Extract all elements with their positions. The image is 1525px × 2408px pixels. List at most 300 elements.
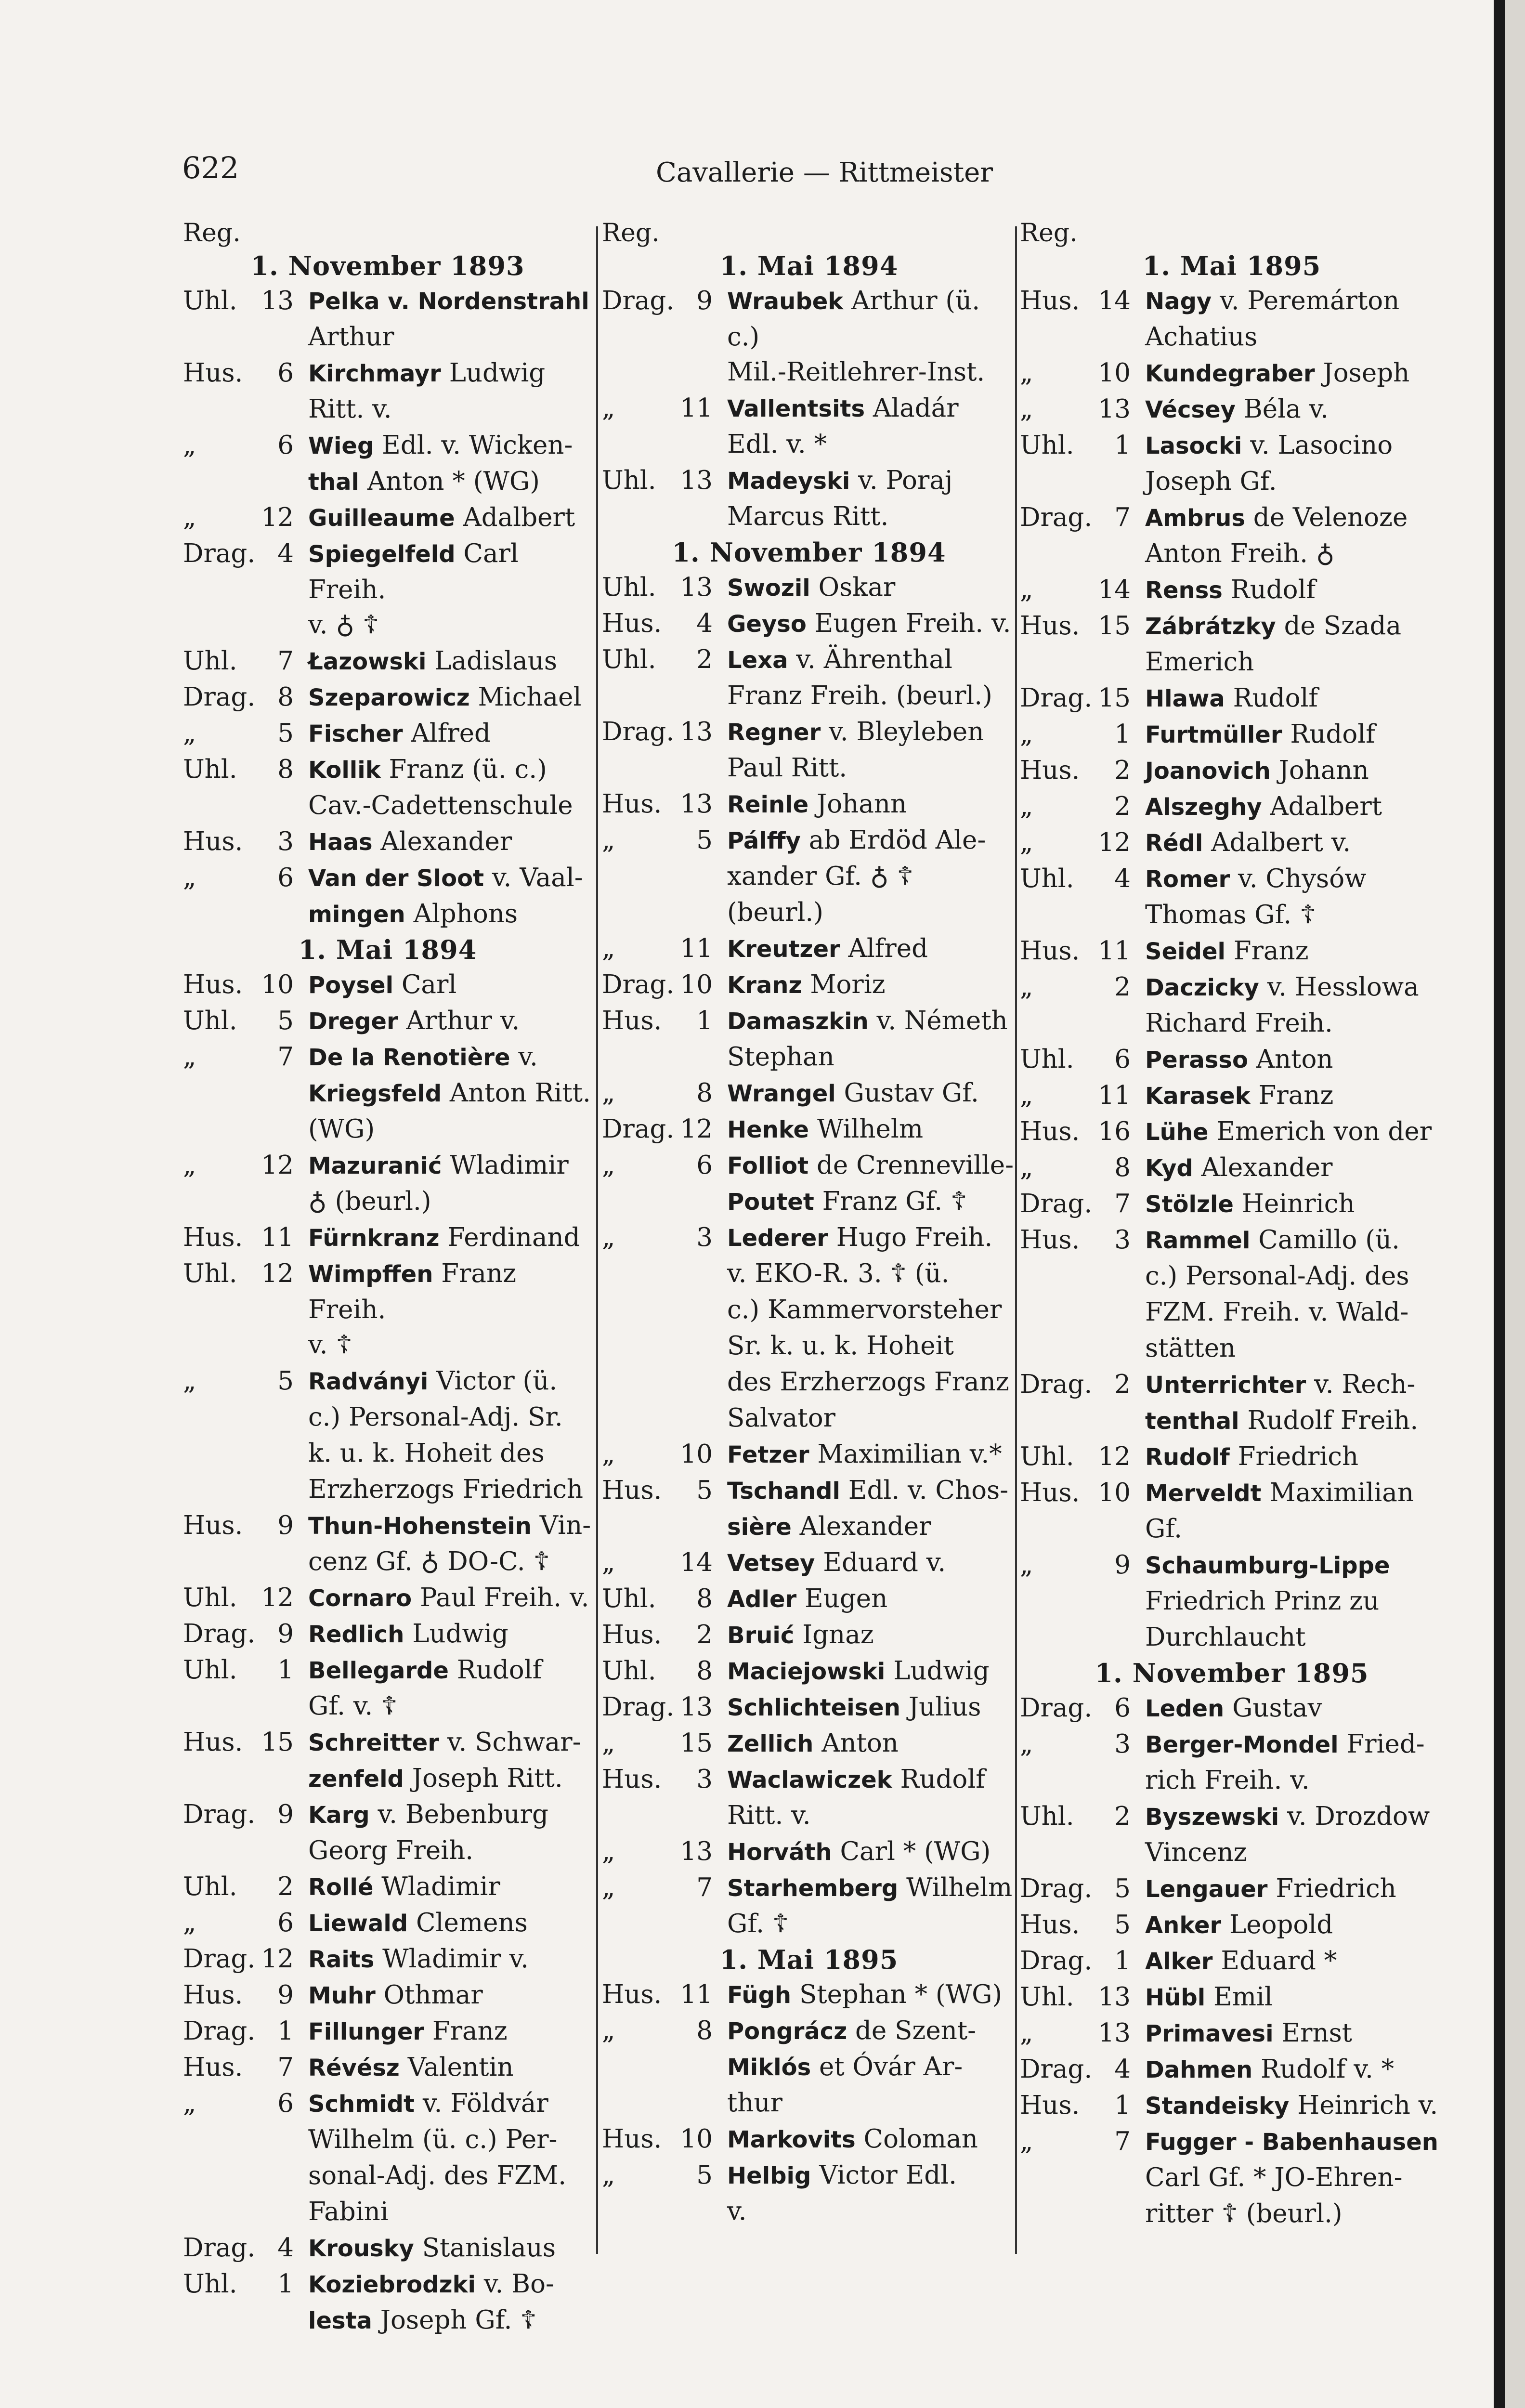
name-detail: Rudolf v. * — [1252, 2055, 1395, 2084]
name-line — [727, 1653, 1016, 1689]
roster-entry — [602, 1220, 1016, 1437]
surname: Rammel — [1145, 1227, 1251, 1254]
surname: Fugger - Babenhausen — [1145, 2129, 1438, 2156]
regiment-number: 12 — [261, 1583, 294, 1612]
name-detail: xander Gf. ♁ ☦ — [727, 862, 913, 891]
regiment-number: 4 — [696, 609, 713, 638]
regiment-number: 6 — [277, 431, 294, 460]
roster-entry — [602, 642, 1016, 714]
regiment-number: 8 — [696, 1656, 713, 1686]
regiment-number: 4 — [1114, 2055, 1131, 2084]
regiment-number: 2 — [1114, 1370, 1131, 1399]
regiment-type: Uhl. — [602, 1656, 656, 1686]
roster-entry — [1020, 1439, 1444, 1475]
surname: tenthal — [1145, 1408, 1239, 1435]
roster-entry — [183, 283, 592, 355]
surname: Byszewski — [1145, 1804, 1279, 1831]
name-line — [308, 1112, 592, 1148]
roster-entry — [602, 1834, 1016, 1870]
regiment-type: Uhl. — [183, 646, 237, 676]
name-line — [1145, 1584, 1444, 1620]
roster-entry — [1020, 1367, 1444, 1439]
name-detail: v. Németh — [868, 1006, 1008, 1035]
name-line — [727, 354, 1016, 391]
name-detail: Wilhelm — [809, 1114, 924, 1144]
name-line — [308, 2266, 592, 2303]
name-line — [1145, 1403, 1444, 1439]
name-detail: Franz Freih. (beurl.) — [727, 681, 992, 710]
regiment-number: 1 — [277, 2016, 294, 2046]
name-line — [308, 1688, 592, 1725]
name-line — [1145, 1331, 1444, 1367]
regiment-type: „ — [602, 2160, 615, 2190]
name-detail: Heinrich — [1233, 1189, 1355, 1218]
name-detail: Fried- — [1338, 1729, 1425, 1759]
roster-entry — [602, 786, 1016, 823]
surname: Fügh — [727, 1982, 792, 2009]
regiment-type: Uhl. — [183, 755, 237, 784]
name-detail: Coloman — [855, 2124, 978, 2154]
regiment-number: 13 — [680, 789, 713, 819]
name-detail: v. Vaal- — [484, 863, 583, 892]
name-line — [727, 1292, 1016, 1328]
surname: Romer — [1145, 866, 1230, 893]
name-detail: ritter ☦ (beurl.) — [1145, 2199, 1343, 2228]
surname: Łazowski — [308, 648, 427, 675]
name-detail: Thomas Gf. ☦ — [1145, 900, 1316, 929]
regiment-number: 8 — [696, 1584, 713, 1613]
roster-entry — [1020, 969, 1444, 1042]
regiment-number: 13 — [680, 573, 713, 602]
surname: Schaumburg-Lippe — [1145, 1552, 1390, 1579]
name-detail: Eduard v. — [815, 1548, 946, 1577]
roster-entry — [183, 1725, 592, 1797]
name-line — [727, 1148, 1016, 1184]
name-detail: sonal-Adj. des FZM. — [308, 2161, 567, 2190]
name-line — [1145, 1690, 1444, 1727]
regiment-number: 13 — [1098, 394, 1131, 424]
name-detail: Paul Freih. v. — [412, 1583, 589, 1612]
surname: Kriegsfeld — [308, 1080, 442, 1107]
name-line — [727, 1906, 1016, 1942]
name-line — [727, 1689, 1016, 1726]
surname: Standeisky — [1145, 2093, 1290, 2120]
regiment-type: „ — [1020, 1081, 1033, 1110]
reg-label: Reg. — [602, 219, 660, 248]
surname: Kreutzer — [727, 936, 840, 963]
regiment-type: Hus. — [1020, 611, 1080, 641]
regiment-type: Drag. — [183, 2016, 256, 2046]
roster-entry — [1020, 717, 1444, 753]
roster-entry — [602, 1473, 1016, 1545]
regiment-type: Hus. — [1020, 1478, 1080, 1507]
name-detail: v. — [510, 1042, 538, 1072]
name-detail: Ferdinand — [439, 1223, 580, 1252]
regiment-type: Drag. — [183, 539, 256, 568]
name-detail: v. Földvár — [414, 2089, 548, 2118]
section-heading: 1. Mai 1895 — [719, 1944, 899, 1975]
name-detail: Friedrich — [1267, 1874, 1396, 1903]
name-detail: Arthur v. — [398, 1006, 520, 1035]
roster-entry — [602, 1762, 1016, 1834]
regiment-number: 13 — [1098, 2018, 1131, 2048]
name-detail: Anton — [1248, 1045, 1333, 1074]
name-line — [308, 1003, 592, 1039]
scan-edge-bar — [1494, 0, 1505, 2408]
name-line — [1145, 1186, 1444, 1222]
name-detail: Emil — [1205, 1982, 1273, 2012]
regiment-number: 5 — [277, 1006, 294, 1035]
roster-entry — [1020, 933, 1444, 969]
regiment-type: Drag. — [183, 1619, 256, 1649]
name-detail: Heinrich v. — [1289, 2091, 1438, 2120]
roster-entry — [1020, 861, 1444, 933]
surname: Schmidt — [308, 2091, 415, 2118]
name-line — [308, 752, 592, 788]
roster-entry — [183, 1580, 592, 1616]
surname: Damaszkin — [727, 1008, 869, 1035]
name-detail: Wladimir — [373, 1872, 500, 1901]
regiment-type: Hus. — [183, 970, 243, 999]
regiment-type: Drag. — [1020, 1874, 1093, 1903]
name-detail: Alphons — [405, 899, 518, 929]
name-line — [308, 536, 592, 607]
regiment-type: Drag. — [1020, 503, 1093, 532]
roster-entry — [1020, 608, 1444, 681]
regiment-type: Hus. — [183, 1511, 243, 1540]
surname: Liewald — [308, 1910, 408, 1937]
name-line — [1145, 1367, 1444, 1403]
name-line — [1145, 897, 1444, 933]
regiment-type: „ — [602, 825, 615, 855]
roster-entry — [1020, 283, 1444, 355]
name-line — [1145, 1511, 1444, 1547]
surname: Folliot — [727, 1152, 809, 1179]
name-line — [308, 1327, 592, 1363]
surname: Kranz — [727, 972, 802, 999]
name-line — [1145, 2088, 1444, 2124]
regiment-type: Uhl. — [183, 1006, 237, 1035]
roster-entry — [183, 752, 592, 824]
roster-entry — [183, 1039, 592, 1148]
name-line — [308, 2230, 592, 2266]
name-line — [727, 1977, 1016, 2013]
regiment-type: „ — [602, 1151, 615, 1180]
name-line — [308, 1761, 592, 1797]
regiment-number: 15 — [1098, 683, 1131, 713]
name-line — [727, 714, 1016, 750]
name-detail: c.) Personal-Adj. des — [1145, 1261, 1409, 1291]
name-detail: Wilhelm (ü. c.) Per- — [308, 2125, 558, 2154]
name-line — [727, 1003, 1016, 1039]
regiment-number: 1 — [1114, 720, 1131, 749]
roster-entry — [602, 1653, 1016, 1689]
name-line — [308, 1039, 592, 1075]
regiment-number: 7 — [696, 1873, 713, 1902]
regiment-number: 5 — [1114, 1910, 1131, 1939]
name-detail: Joseph Gf. — [1145, 467, 1277, 496]
name-detail: Rudolf — [892, 1765, 985, 1794]
surname: Pongrácz — [727, 2018, 847, 2045]
name-detail: (WG) — [308, 1114, 375, 1144]
regiment-number: 4 — [1114, 864, 1131, 893]
surname: Raits — [308, 1946, 375, 1973]
surname: Thun-Hohenstein — [308, 1513, 532, 1540]
name-detail: Arthur — [308, 322, 394, 352]
regiment-number: 5 — [696, 2160, 713, 2190]
roster-entry — [1020, 355, 1444, 392]
regiment-type: „ — [602, 1223, 615, 1252]
name-detail: Anton — [813, 1728, 899, 1758]
name-detail: Georg Freih. — [308, 1836, 474, 1865]
surname: Renss — [1145, 577, 1223, 604]
name-detail: Fabini — [308, 2197, 389, 2226]
regiment-number: 1 — [1114, 1946, 1131, 1976]
regiment-number: 8 — [696, 2016, 713, 2045]
regiment-type: Hus. — [602, 609, 662, 638]
name-line — [727, 1834, 1016, 1870]
regiment-number: 6 — [277, 2089, 294, 2118]
surname: Fillunger — [308, 2018, 425, 2045]
regiment-number: 10 — [680, 2124, 713, 2154]
name-detail: Ernst — [1273, 2018, 1353, 2048]
regiment-type: „ — [602, 1728, 615, 1758]
name-detail: v. Hesslowa — [1259, 972, 1419, 1002]
name-line — [1145, 1042, 1444, 1078]
name-line — [1145, 1078, 1444, 1114]
roster-entry — [1020, 825, 1444, 861]
name-line — [308, 500, 592, 536]
surname: Alszeghy — [1145, 794, 1262, 821]
roster-entry — [183, 716, 592, 752]
name-detail: Richard Freih. — [1145, 1008, 1333, 1038]
name-line — [308, 824, 592, 860]
name-line — [1145, 536, 1444, 572]
surname: Fürnkranz — [308, 1225, 440, 1252]
roster-entry — [1020, 1547, 1444, 1656]
name-line — [727, 967, 1016, 1003]
name-line — [727, 750, 1016, 786]
regiment-type: „ — [183, 1042, 196, 1072]
surname: Wieg — [308, 432, 374, 459]
name-detail: Anton * (WG) — [359, 467, 540, 496]
roster-entry — [1020, 1943, 1444, 1979]
name-line — [727, 570, 1016, 606]
running-head: Cavallerie — Rittmeister — [656, 157, 993, 188]
roster-entry — [183, 967, 592, 1003]
regiment-type: „ — [1020, 575, 1033, 604]
reg-label: Reg. — [183, 219, 241, 248]
name-detail: Ludwig — [404, 1619, 508, 1649]
name-line — [308, 319, 592, 355]
surname: Bruić — [727, 1622, 795, 1649]
name-line — [1145, 1006, 1444, 1042]
regiment-type: „ — [183, 1366, 196, 1396]
name-detail: Julius — [900, 1692, 981, 1722]
roster-entry — [1020, 2124, 1444, 2232]
name-detail: v. Poraj — [850, 466, 953, 495]
name-detail: v. — [727, 2197, 747, 2226]
name-line — [1145, 681, 1444, 717]
surname: Dahmen — [1145, 2056, 1253, 2083]
name-detail: Friedrich — [1229, 1442, 1359, 1471]
regiment-number: 15 — [1098, 611, 1131, 641]
name-detail: v. Schwar- — [439, 1727, 581, 1757]
name-line — [1145, 969, 1444, 1006]
name-detail: Stanislaus — [414, 2233, 556, 2263]
surname: sière — [727, 1514, 792, 1541]
section-heading: 1. Mai 1894 — [298, 934, 477, 965]
name-line — [308, 1508, 592, 1544]
surname: Wrangel — [727, 1080, 836, 1107]
name-line — [308, 1075, 592, 1112]
roster-entry — [602, 1437, 1016, 1473]
name-line — [308, 1725, 592, 1761]
section-heading: 1. November 1895 — [1095, 1658, 1369, 1688]
regiment-number: 5 — [277, 1366, 294, 1396]
regiment-type: Hus. — [183, 1727, 243, 1757]
surname: Wimpffen — [308, 1261, 433, 1288]
name-detail: Rudolf — [1282, 720, 1375, 749]
surname: Anker — [1145, 1912, 1222, 1939]
roster-entry — [602, 1617, 1016, 1653]
name-line — [308, 464, 592, 500]
roster-entry — [1020, 1150, 1444, 1186]
name-detail: Carl — [393, 970, 457, 999]
name-detail: Edl. v. * — [727, 430, 827, 459]
name-detail: Franz (ü. c.) — [380, 755, 547, 784]
name-detail: Salvator — [727, 1403, 835, 1433]
regiment-number: 8 — [696, 1078, 713, 1108]
name-detail: Leopold — [1221, 1910, 1333, 1939]
name-line — [1145, 861, 1444, 897]
name-line — [308, 2194, 592, 2230]
name-detail: Emerich — [1145, 647, 1254, 677]
name-line — [727, 1364, 1016, 1400]
name-detail: Sr. k. u. k. Hoheit — [727, 1331, 954, 1361]
name-detail: Rudolf — [448, 1655, 542, 1685]
name-detail: v. Bleyleben — [821, 717, 984, 746]
name-line — [727, 1870, 1016, 1906]
name-line — [727, 1400, 1016, 1437]
name-line — [727, 2158, 1016, 2194]
name-detail: Valentin — [399, 2053, 514, 2082]
regiment-type: Hus. — [602, 1980, 662, 2009]
name-detail: Oskar — [810, 573, 896, 602]
surname: Seidel — [1145, 938, 1225, 965]
roster-entry — [1020, 1078, 1444, 1114]
regiment-number: 5 — [696, 825, 713, 855]
roster-entry — [183, 355, 592, 428]
regiment-number: 12 — [261, 1259, 294, 1288]
surname: Tschandl — [727, 1478, 840, 1505]
name-line — [308, 1869, 592, 1905]
surname: Rollé — [308, 1874, 374, 1901]
name-detail: Ludwig — [885, 1656, 990, 1686]
roster-entry — [183, 2086, 592, 2230]
name-line — [308, 1256, 592, 1327]
name-line — [727, 606, 1016, 642]
roster-entry — [183, 1652, 592, 1725]
name-line — [1145, 1620, 1444, 1656]
surname: Rédl — [1145, 830, 1203, 857]
name-line — [1145, 1547, 1444, 1584]
regiment-number: 1 — [277, 1655, 294, 1685]
roster-entry — [602, 570, 1016, 606]
regiment-number: 12 — [261, 1151, 294, 1180]
roster-entry — [1020, 681, 1444, 717]
regiment-type: „ — [602, 1837, 615, 1866]
name-line — [308, 1941, 592, 1977]
regiment-number: 13 — [261, 286, 294, 315]
surname: Leden — [1145, 1695, 1225, 1722]
regiment-type: Drag. — [602, 1692, 675, 1722]
name-line — [308, 392, 592, 428]
surname: Regner — [727, 719, 821, 746]
regiment-type: „ — [1020, 1153, 1033, 1182]
regiment-number: 10 — [680, 1440, 713, 1469]
surname: Adler — [727, 1586, 797, 1613]
name-line — [1145, 1475, 1444, 1511]
name-line — [727, 2085, 1016, 2121]
name-line — [308, 607, 592, 643]
surname: Nagy — [1145, 288, 1212, 315]
regiment-number: 2 — [1114, 792, 1131, 821]
surname: Perasso — [1145, 1047, 1248, 1073]
name-line — [1145, 1907, 1444, 1943]
regiment-number: 14 — [1098, 575, 1131, 604]
column-1 — [183, 218, 592, 2339]
surname: Lühe — [1145, 1119, 1209, 1146]
surname: Cornaro — [308, 1585, 412, 1612]
name-line — [727, 931, 1016, 967]
roster-entry — [602, 2158, 1016, 2230]
roster-entry — [602, 1003, 1016, 1075]
surname: Révész — [308, 2055, 400, 2081]
regiment-number: 5 — [277, 719, 294, 748]
regiment-number: 8 — [277, 755, 294, 784]
regiment-number: 15 — [680, 1728, 713, 1758]
name-line — [308, 860, 592, 896]
name-line — [1145, 789, 1444, 825]
name-detail: Carl Freih. — [308, 539, 519, 604]
name-line — [1145, 1763, 1444, 1799]
name-detail: Carl Gf. * JO-Ehren- — [1145, 2163, 1403, 2192]
regiment-number: 2 — [696, 1620, 713, 1649]
regiment-number: 9 — [696, 286, 713, 315]
name-line — [1145, 355, 1444, 392]
roster-entry — [1020, 1222, 1444, 1367]
roster-entry — [183, 2050, 592, 2086]
roster-entry — [183, 428, 592, 500]
name-detail: Adalbert — [455, 503, 575, 532]
roster-entry — [1020, 753, 1444, 789]
regiment-number: 10 — [680, 970, 713, 999]
roster-entry — [602, 1977, 1016, 2013]
name-line — [727, 642, 1016, 678]
regiment-type: Hus. — [183, 1223, 243, 1252]
name-line — [727, 2194, 1016, 2230]
surname: Fischer — [308, 720, 403, 747]
name-detail: Ignaz — [794, 1620, 874, 1649]
name-line — [1145, 1258, 1444, 1295]
name-line — [308, 896, 592, 932]
name-line — [727, 463, 1016, 499]
name-line — [727, 1509, 1016, 1545]
regiment-number: 13 — [680, 1692, 713, 1722]
name-detail: Johann — [1270, 756, 1369, 785]
name-detail: Stephan * (WG) — [791, 1980, 1003, 2009]
